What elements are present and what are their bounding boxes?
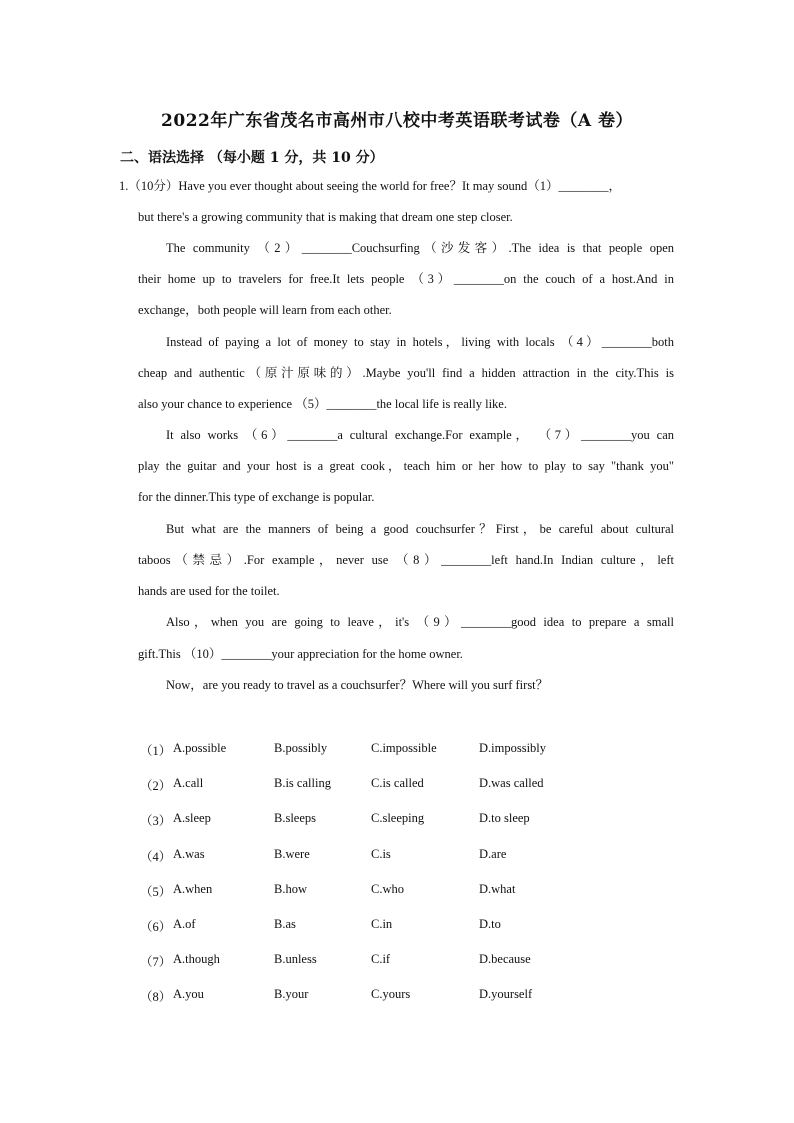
option-row (0, 917, 794, 935)
option-number: （3） (140, 814, 172, 828)
option-number: （7） (140, 955, 172, 969)
passage-line: Also，when you are going to leave，it's （9）________good idea to prepare a small (166, 615, 674, 629)
option-b[interactable]: B.unless (274, 952, 317, 966)
option-b[interactable]: B.your (274, 987, 309, 1001)
option-c[interactable]: C.is called (371, 776, 424, 790)
option-a[interactable]: A.though (173, 952, 220, 966)
option-c[interactable]: C.if (371, 952, 391, 966)
option-d[interactable]: D.was called (479, 776, 544, 790)
option-d[interactable]: D.are (479, 847, 507, 861)
option-a[interactable]: A.sleep (173, 811, 211, 825)
option-a[interactable]: A.was (173, 847, 205, 861)
option-d[interactable]: D.what (479, 882, 516, 896)
option-number: （5） (140, 885, 172, 899)
passage-line: also your chance to experience （5）________the local life is really like. (138, 397, 507, 411)
option-c[interactable]: C.who (371, 882, 404, 896)
passage-line: 1.（10分）Have you ever thought about seeing the world for free？It may sound（1）________， (119, 179, 621, 193)
option-d[interactable]: D.to sleep (479, 811, 530, 825)
option-d[interactable]: D.yourself (479, 987, 533, 1001)
option-number: （6） (140, 920, 172, 934)
passage-line: taboos（禁忌）.For example，never use （8）________left hand.In Indian culture，left (138, 553, 674, 567)
option-a[interactable]: A.you (173, 987, 204, 1001)
option-d[interactable]: D.to (479, 917, 501, 931)
option-b[interactable]: B.sleeps (274, 811, 317, 825)
passage-line: cheap and authentic（原汁原味的）.Maybe you'll find a hidden attraction in the city.This is (138, 366, 674, 380)
option-b[interactable]: B.as (274, 917, 296, 931)
passage-line: It also works （6）________a cultural exchange.For example， （7）________you can (166, 428, 674, 442)
option-row (0, 882, 794, 900)
passage-line: The community （2）________Couchsurfing（沙发客）.The idea is that people open (166, 241, 674, 255)
option-number: （8） (140, 990, 172, 1004)
option-c[interactable]: C.sleeping (371, 811, 425, 825)
option-b[interactable]: B.is calling (274, 776, 331, 790)
passage-line: Instead of paying a lot of money to stay in hotels，living with locals （4）________both (166, 335, 674, 349)
passage-line: for the dinner.This type of exchange is popular. (138, 490, 375, 504)
option-d[interactable]: D.impossibly (479, 741, 547, 755)
option-c[interactable]: C.in (371, 917, 393, 931)
option-row (0, 952, 794, 970)
option-b[interactable]: B.possibly (274, 741, 328, 755)
option-a[interactable]: A.of (173, 917, 196, 931)
option-a[interactable]: A.possible (173, 741, 227, 755)
option-a[interactable]: A.when (173, 882, 213, 896)
option-d[interactable]: D.because (479, 952, 531, 966)
option-b[interactable]: B.were (274, 847, 310, 861)
option-number: （2） (140, 779, 172, 793)
passage-line: their home up to travelers for free.It lets people （3）________on the couch of a host.And in (138, 272, 674, 286)
option-number: （1） (140, 744, 172, 758)
passage-line: hands are used for the toilet. (138, 584, 280, 598)
passage-line: exchange，both people will learn from each other. (138, 303, 392, 317)
passage-line: Now，are you ready to travel as a couchsurfer？Where will you surf first？ (166, 678, 549, 692)
option-row (0, 847, 794, 865)
option-row (0, 741, 794, 759)
option-row (0, 776, 794, 794)
section-heading: 二、语法选择 （每小题 1 分，共 10 分） (120, 150, 384, 166)
passage-line: but there's a growing community that is making that dream one step closer. (138, 210, 513, 224)
option-row (0, 811, 794, 829)
option-b[interactable]: B.how (274, 882, 307, 896)
passage-line: But what are the manners of being a good couchsurfer？First，be careful about cultural (166, 522, 674, 536)
option-c[interactable]: C.impossible (371, 741, 437, 755)
option-c[interactable]: C.is (371, 847, 391, 861)
option-number: （4） (140, 850, 172, 864)
option-a[interactable]: A.call (173, 776, 204, 790)
option-row (0, 987, 794, 1005)
option-c[interactable]: C.yours (371, 987, 411, 1001)
passage-line: play the guitar and your host is a great cook，teach him or her how to play to say "thank you" (138, 459, 674, 473)
page-title: 2022年广东省茂名市高州市八校中考英语联考试卷（A 卷） (161, 111, 633, 131)
passage-line: gift.This （10）________your appreciation for the home owner. (138, 647, 463, 661)
